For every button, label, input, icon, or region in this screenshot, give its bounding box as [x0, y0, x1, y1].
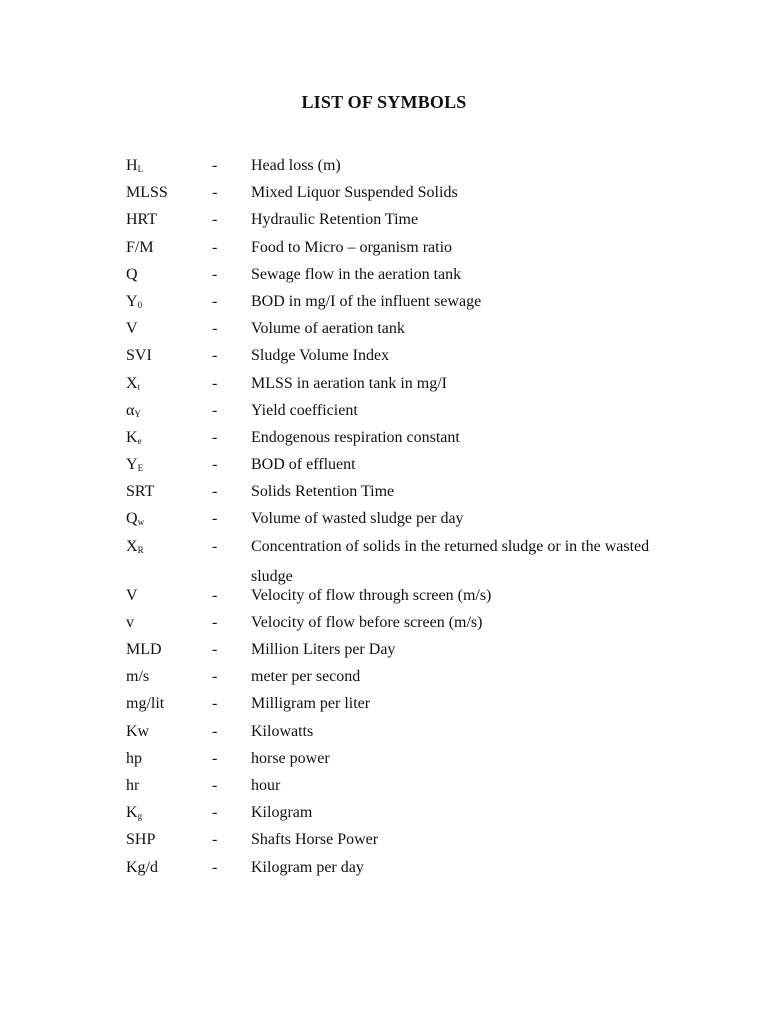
symbol-main: Y — [126, 456, 138, 474]
symbol-subscript: E — [137, 463, 144, 474]
symbol-row — [126, 639, 686, 666]
symbol-description: Yield coefficient — [251, 401, 358, 419]
symbol-term — [126, 829, 206, 851]
symbol-term — [126, 400, 206, 425]
symbol-row — [126, 802, 686, 829]
separator-dash: - — [212, 483, 218, 501]
symbol-term — [126, 639, 206, 661]
symbol-description: Velocity of flow through screen (m/s) — [251, 586, 492, 604]
symbol-description: Kilogram per day — [251, 858, 364, 876]
separator-dash: - — [212, 749, 218, 767]
symbol-row — [126, 318, 686, 345]
symbol-term — [126, 182, 206, 204]
symbol-main: m/s — [126, 668, 150, 686]
symbol-main: MLD — [126, 641, 162, 658]
symbol-subscript: g — [137, 811, 143, 822]
symbol-description: Sludge Volume Index — [251, 347, 390, 365]
symbol-term — [126, 508, 206, 533]
symbol-list — [126, 155, 686, 884]
separator-dash: - — [212, 184, 218, 202]
symbol-term — [126, 318, 206, 340]
symbol-term — [126, 666, 206, 688]
symbol-main: mg/lit — [126, 695, 165, 713]
symbol-subscript: w — [137, 517, 145, 528]
separator-dash: - — [212, 428, 218, 446]
symbol-description: Volume of wasted sludge per day — [251, 510, 464, 528]
symbol-term — [126, 693, 206, 715]
symbol-term — [126, 857, 206, 879]
symbol-main: SVI — [126, 347, 152, 365]
symbol-description: Shafts Horse Power — [251, 831, 379, 849]
symbol-subscript: Y — [134, 408, 141, 419]
symbol-row — [126, 693, 686, 720]
symbol-description: horse power — [251, 749, 330, 767]
symbol-main: Q — [126, 265, 138, 283]
symbol-description: Kilogram — [251, 804, 313, 822]
symbol-row — [126, 182, 686, 209]
symbol-description: Concentration of solids in the returned sludge or in the wasted sludge — [251, 537, 650, 585]
separator-dash: - — [212, 831, 218, 849]
symbol-row — [126, 721, 686, 748]
symbol-row — [126, 857, 686, 884]
symbol-subscript: t — [137, 381, 141, 392]
separator-dash: - — [212, 668, 218, 686]
symbol-description: hour — [251, 776, 281, 794]
symbol-row — [126, 612, 686, 639]
symbol-description: Million Liters per Day — [251, 641, 396, 658]
symbol-row — [126, 536, 686, 585]
symbol-term — [126, 155, 206, 180]
separator-dash: - — [212, 586, 218, 604]
symbol-main: Y — [126, 292, 138, 310]
symbol-main: α — [126, 401, 135, 419]
separator-dash: - — [212, 695, 218, 713]
separator-dash: - — [212, 804, 218, 822]
separator-dash: - — [212, 537, 218, 555]
symbol-description: Kilowatts — [251, 722, 314, 740]
symbol-main: Q — [126, 510, 138, 528]
symbol-main: V — [126, 586, 138, 604]
symbol-row — [126, 427, 686, 454]
symbol-description: BOD in mg/I of the influent sewage — [251, 292, 482, 310]
symbol-main: v — [126, 613, 134, 631]
symbol-term — [126, 454, 206, 479]
symbol-description: Mixed Liquor Suspended Solids — [251, 184, 458, 202]
symbol-term — [126, 748, 206, 770]
symbol-term — [126, 264, 206, 286]
symbol-description: meter per second — [251, 668, 361, 686]
separator-dash: - — [212, 157, 218, 174]
symbol-main: hp — [126, 749, 142, 767]
symbol-main: F/M — [126, 238, 154, 256]
symbol-main: Kw — [126, 722, 150, 740]
symbol-description: BOD of effluent — [251, 456, 356, 474]
symbol-term — [126, 291, 206, 316]
symbol-main: hr — [126, 776, 140, 794]
separator-dash: - — [212, 265, 218, 283]
symbol-main: SRT — [126, 483, 155, 501]
separator-dash: - — [212, 374, 218, 392]
separator-dash: - — [212, 613, 218, 631]
symbol-term — [126, 237, 206, 259]
symbol-subscript: 0 — [137, 299, 143, 310]
page-title: LIST OF SYMBOLS — [301, 92, 467, 112]
symbol-main: MLSS — [126, 184, 168, 202]
symbol-description: Solids Retention Time — [251, 483, 395, 501]
symbol-description: Food to Micro – organism ratio — [251, 238, 453, 256]
symbol-description: Endogenous respiration constant — [251, 428, 460, 446]
symbol-description: Volume of aeration tank — [251, 320, 405, 338]
symbol-row — [126, 345, 686, 372]
symbol-row — [126, 775, 686, 802]
separator-dash: - — [212, 641, 218, 658]
symbol-row — [126, 748, 686, 775]
separator-dash: - — [212, 320, 218, 338]
symbol-term — [126, 209, 206, 231]
symbol-subscript: R — [137, 544, 144, 555]
symbol-row — [126, 400, 686, 427]
symbol-description: Hydraulic Retention Time — [251, 211, 419, 229]
symbol-term — [126, 427, 206, 452]
symbol-row — [126, 264, 686, 291]
symbol-term — [126, 585, 206, 607]
symbol-term — [126, 612, 206, 634]
symbol-row — [126, 373, 686, 400]
symbol-term — [126, 481, 206, 503]
separator-dash: - — [212, 510, 218, 528]
symbol-main: H — [126, 157, 138, 174]
symbol-row — [126, 829, 686, 856]
symbol-term — [126, 345, 206, 367]
symbol-term — [126, 802, 206, 827]
symbol-row — [126, 237, 686, 264]
symbol-main: X — [126, 374, 138, 392]
symbol-description: Head loss (m) — [251, 157, 341, 174]
symbol-main: V — [126, 320, 138, 338]
symbol-main: Kg/d — [126, 858, 158, 876]
symbol-row — [126, 666, 686, 693]
symbol-description: Milligram per liter — [251, 695, 371, 713]
separator-dash: - — [212, 238, 218, 256]
symbol-main: X — [126, 537, 138, 555]
symbol-main: K — [126, 428, 138, 446]
symbol-description: Velocity of flow before screen (m/s) — [251, 613, 483, 631]
symbol-row — [126, 155, 686, 182]
separator-dash: - — [212, 456, 218, 474]
separator-dash: - — [212, 722, 218, 740]
symbol-main: SHP — [126, 831, 156, 849]
symbol-row — [126, 481, 686, 508]
separator-dash: - — [212, 401, 218, 419]
symbol-term — [126, 373, 206, 398]
symbol-main: K — [126, 804, 138, 822]
separator-dash: - — [212, 292, 218, 310]
symbol-row — [126, 454, 686, 481]
symbol-term — [126, 721, 206, 743]
symbol-description: Sewage flow in the aeration tank — [251, 265, 462, 283]
symbol-subscript: e — [137, 435, 142, 446]
symbol-main: HRT — [126, 211, 158, 229]
symbol-subscript: L — [137, 164, 144, 174]
separator-dash: - — [212, 211, 218, 229]
separator-dash: - — [212, 776, 218, 794]
symbol-term — [126, 536, 206, 561]
symbol-row — [126, 585, 686, 612]
symbol-row — [126, 291, 686, 318]
symbol-row — [126, 209, 686, 236]
symbol-description: MLSS in aeration tank in mg/I — [251, 374, 447, 392]
symbol-term — [126, 775, 206, 797]
separator-dash: - — [212, 347, 218, 365]
separator-dash: - — [212, 858, 218, 876]
